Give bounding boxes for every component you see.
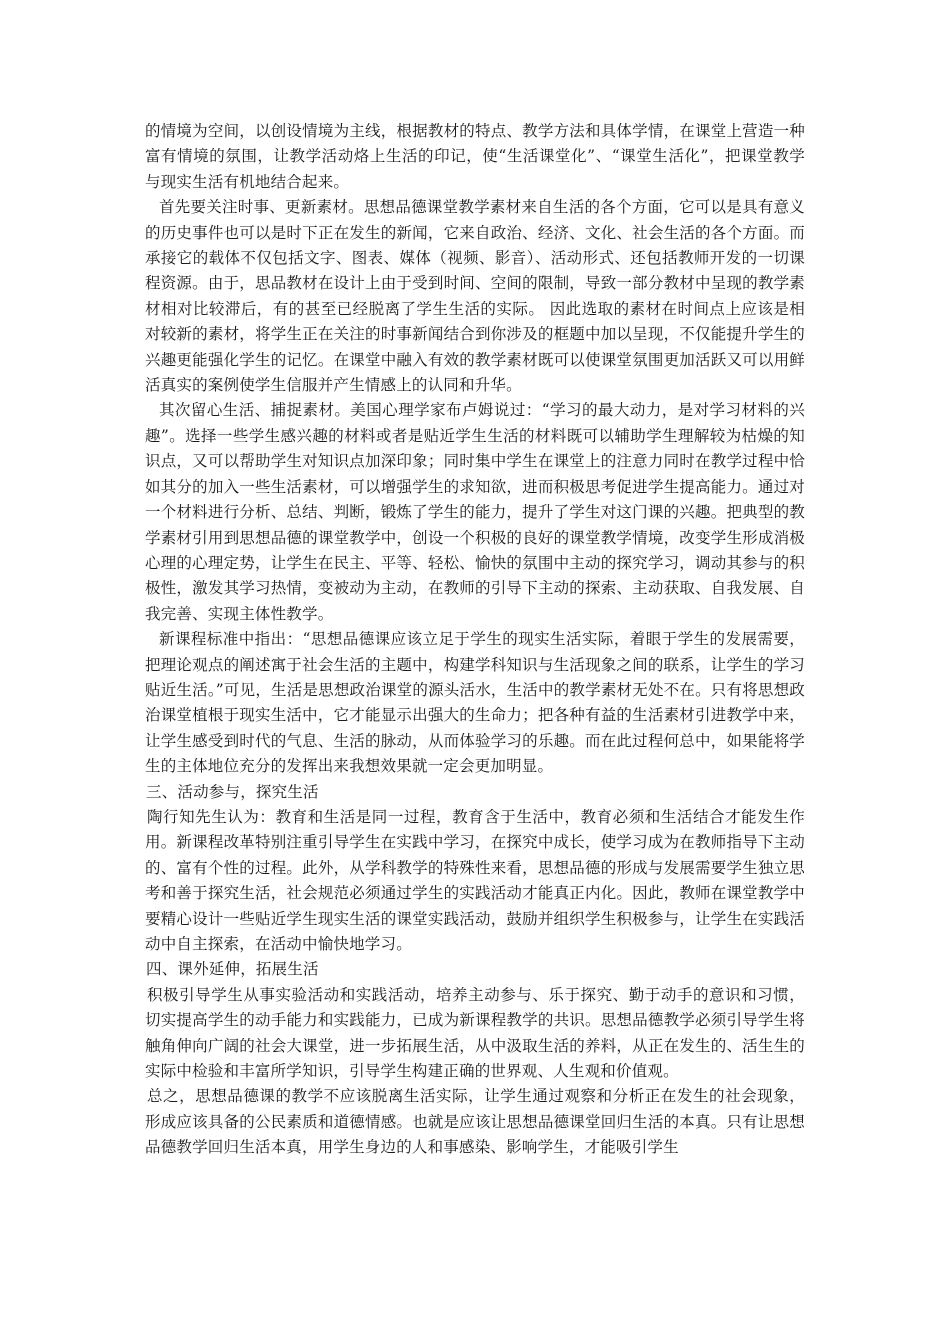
document-body — [145, 119, 805, 1161]
paragraph-conclusion: 总之，思想品德课的教学不应该脱离生活实际，让学生通过观察和分析正在发生的社会现象，形成应该具备的公民素质和道德情感。也就是应该让思想品德课堂回归生活的本真。只有让思想品德教学回归生活本真，用学生身边的人和事感染、影响学生，才能吸引学生 — [145, 1087, 805, 1157]
section-heading-four: 四、课外延伸，拓展生活 — [146, 960, 319, 979]
paragraph-extracurricular: 积极引导学生从事实验活动和实践活动，培养主动参与、乐于探究、勤于动手的意识和习惯，切实提高学生的动手能力和实践能力，已成为新课程教学的共识。思想品德教学必须引导学生将触角伸向广阔的社会大课堂，进一步拓展生活，从中汲取生活的养料，从正在发生的、活生生的实际中检验和丰富所学知识，引导学生构建正确的世界观、人生观和价值观。 — [145, 985, 805, 1081]
paragraph-tao-xingzhi: 陶行知先生认为：教育和生活是同一过程，教育含于生活中，教育必须和生活结合才能发生作用。新课程改革特别注重引导学生在实践中学习，在探究中成长，使学习成为在教师指导下主动的、富有个性的过程。此外，从学科教学的特殊性来看，思想品德的形成与发展需要学生独立思考和善于探究生活，社会规范必须通过学生的实践活动才能真正内化。因此，教师在课堂教学中要精心设计一些贴近学生现实生活的课堂实践活动，鼓励并组织学生积极参与，让学生在实践活动中自主探索，在活动中愉快地学习。 — [145, 807, 805, 953]
section-heading-three: 三、活动参与，探究生活 — [146, 782, 319, 801]
paragraph-intro-continuation: 的情境为空间，以创设情境为主线，根据教材的特点、教学方法和具体学情，在课堂上营造一种富有情境的氛围，让教学活动烙上生活的印记，使“生活课堂化”、“课堂生活化”，把课堂教学与现实生活有机地结合起来。 — [145, 122, 805, 191]
paragraph-current-events: 首先要关注时事、更新素材。思想品德课堂教学素材来自生活的各个方面，它可以是具有意义的历史事件也可以是时下正在发生的新闻，它来自政治、经济、文化、社会生活的各个方面。而承接它的载体不仅包括文字、图表、媒体（视频、影音）、活动形式、还包括教师开发的一切课程资源。由于，思品教材在设计上由于受到时间、空间的限制，导致一部分教材中呈现的教学素材相对比较滞后，有的甚至已经脱离了学生生活的实际。 因此选取的素材在时间点上应该是相对较新的素材，将学生正在关注的时事新闻结合到你涉及的框题中加以呈现，不仅能提升学生的兴趣更能强化学生的记忆。在课堂中融入有效的教学素材既可以使课堂氛围更加活跃又可以用鲜活真实的案例使学生信服并产生情感上的认同和升华。 — [145, 198, 805, 395]
paragraph-curriculum-standard: 新课程标准中指出：“思想品德课应该立足于学生的现实生活实际，着眼于学生的发展需要，把理论观点的阐述寓于社会生活的主题中，构建学科知识与生活现象之间的联系，让学生的学习贴近生活。”可见，生活是思想政治课堂的源头活水，生活中的教学素材无处不在。只有将思想政治课堂植根于现实生活中，它才能显示出强大的生命力；把各种有益的生活素材引进教学中来，让学生感受到时代的气息、生活的脉动，从而体验学习的乐趣。而在此过程何总中，如果能将学生的主体地位充分的发挥出来我想效果就一定会更加明显。 — [145, 630, 805, 776]
paragraph-life-materials: 其次留心生活、捕捉素材。美国心理学家布卢姆说过：“学习的最大动力，是对学习材料的兴趣”。选择一些学生感兴趣的材料或者是贴近学生生活的材料既可以辅助学生理解较为枯燥的知识点，又可以帮助学生对知识点加深印象；同时集中学生在课堂上的注意力同时在教学过程中恰如其分的加入一些生活素材，可以增强学生的求知欲，进而积极思考促进学生提高能力。通过对一个材料进行分析、总结、判断，锻炼了学生的能力，提升了学生对这门课的兴趣。把典型的教学素材引用到思想品德的课堂教学中，创设一个积极的良好的课堂教学情境，改变学生形成消极心理的心理定势，让学生在民主、平等、轻松、愉快的氛围中主动的探究学习，调动其参与的积极性，激发其学习热情，变被动为主动，在教师的引导下主动的探索、主动获取、自我发展、自我完善、实现主体性教学。 — [145, 401, 805, 623]
